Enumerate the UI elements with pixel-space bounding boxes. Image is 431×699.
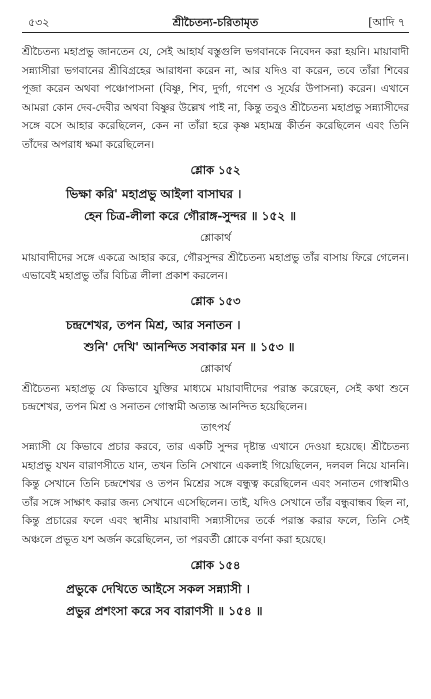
intro-paragraph: শ্রীচৈতন্য মহাপ্রভু জানতেন যে, সেই আহার্য বস্তুগুলি ভগবানকে নিবেদন করা হয়নি। মায়াবাদী সন্ন্যাসীরা ভগবানের শ্রীবিগ্রহের আরাধনা করেন না, আর যদিও বা করেন, তবে তাঁরা শিবের পূজা করেন অথবা পঞ্চোপাসনা (বিষ্ণু, শিব, দুর্গা, গণেশ ও সূর্যের উপাসনা) করেন। এখানে আমরা কোন দেব-দেবীর অথবা বিষ্ণুর উল্লেখ পাই না, কিন্তু তবুও শ্রীচৈতন্য মহাপ্রভু সন্ন্যাসীদের সঙ্গে বসে আহার করেছিলেন, কেন না তাঁরা হরে কৃষ্ণ মহামন্ত্র কীর্তন করেছিলেন এবং তিনি তাঁদের অপরাধ ক্ষমা করেছিলেন। (22, 46, 409, 151)
verse-153-purport: সন্ন্যাসী যে কিভাবে প্রচার করবে, তার একটি সুন্দর দৃষ্টান্ত এখানে দেওয়া হয়েছে। শ্রীচৈতন্য মহাপ্রভু যখন বারাণসীতে যান, তখন তিনি সেখানে একলাই গিয়েছিলেন, দলবল নিয়ে যাননি। কিন্তু সেখানে তিনি চন্দ্রশেখর ও তপন মিশ্রের সঙ্গে বন্ধুত্ব করেছিলেন এবং সনাতন গোস্বামীও তাঁর সঙ্গে সাক্ষাৎ করার জন্য সেখানে এসেছিলেন। তাই, যদিও সেখানে তাঁর বন্ধুবান্ধব ছিল না, কিন্তু প্রচারের ফলে এবং স্থানীয় মায়াবাদী সন্ন্যাসীদের তর্কে পরাস্ত করার ফলে, তিনি সেই অঞ্চলে প্রভূত যশ অর্জন করেছিলেন, তা পরবর্তী শ্লোকে বর্ণনা করা হয়েছে। (22, 440, 409, 546)
verse-152-line-2: হেন চিত্র-লীলা করে গৌরাঙ্গ-সুন্দর ॥ ১৫২ ॥ (84, 208, 297, 223)
verse-153-translation-heading: শ্লোকার্থ (199, 362, 232, 375)
verse-154-line-2: প্রভুর প্রশংসা করে সব বারাণসী ॥ ১৫৪ ॥ (66, 603, 263, 618)
verse-153-translation: শ্রীচৈতন্য মহাপ্রভু যে কিভাবে যুক্তির মাধ্যমে মায়াবাদীদের পরাস্ত করেছেন, সেই কথা শুনে চন্দ্রশেখর, তপন মিশ্র ও সনাতন গোস্বামী অত্যন্ত আনন্দিত হয়েছিলেন। (22, 382, 409, 414)
verse-153-purport-heading: তাৎপর্য (200, 421, 231, 434)
verse-153-line-1: চন্দ্রশেখর, তপন মিশ্র, আর সনাতন । (66, 317, 241, 332)
page-number: ৫৩২ (28, 16, 50, 29)
verse-153-line-2: শুনি' দেখি' আনন্দিত সবাকার মন ॥ ১৫৩ ॥ (84, 339, 295, 354)
page-header (22, 10, 409, 32)
verse-152-line-1: ভিক্ষা করি' মহাপ্রভু আইলা বাসাঘর । (66, 186, 242, 201)
verse-152-translation-heading: শ্লোকার্থ (199, 231, 232, 244)
verse-152-translation: মায়াবাদীদের সঙ্গে একত্রে আহার করে, গৌরসুন্দর শ্রীচৈতন্য মহাপ্রভু তাঁর বাসায় ফিরে গেলেন। এভাবেই মহাপ্রভু তাঁর বিচিত্র লীলা প্রকাশ করলেন। (22, 251, 409, 283)
verse-152-heading: শ্লোক ১৫২ (190, 162, 241, 177)
verse-154-line-1: প্রভুকে দেখিতে আইসে সকল সন্ন্যাসী । (66, 581, 250, 596)
chapter-label: [আদি ৭ (368, 16, 405, 29)
verse-154-heading: শ্লোক ১৫৪ (190, 557, 241, 572)
book-title: শ্রীচৈতন্য-চরিতামৃত (172, 16, 259, 29)
verse-153-heading: শ্লোক ১৫৩ (190, 293, 241, 308)
